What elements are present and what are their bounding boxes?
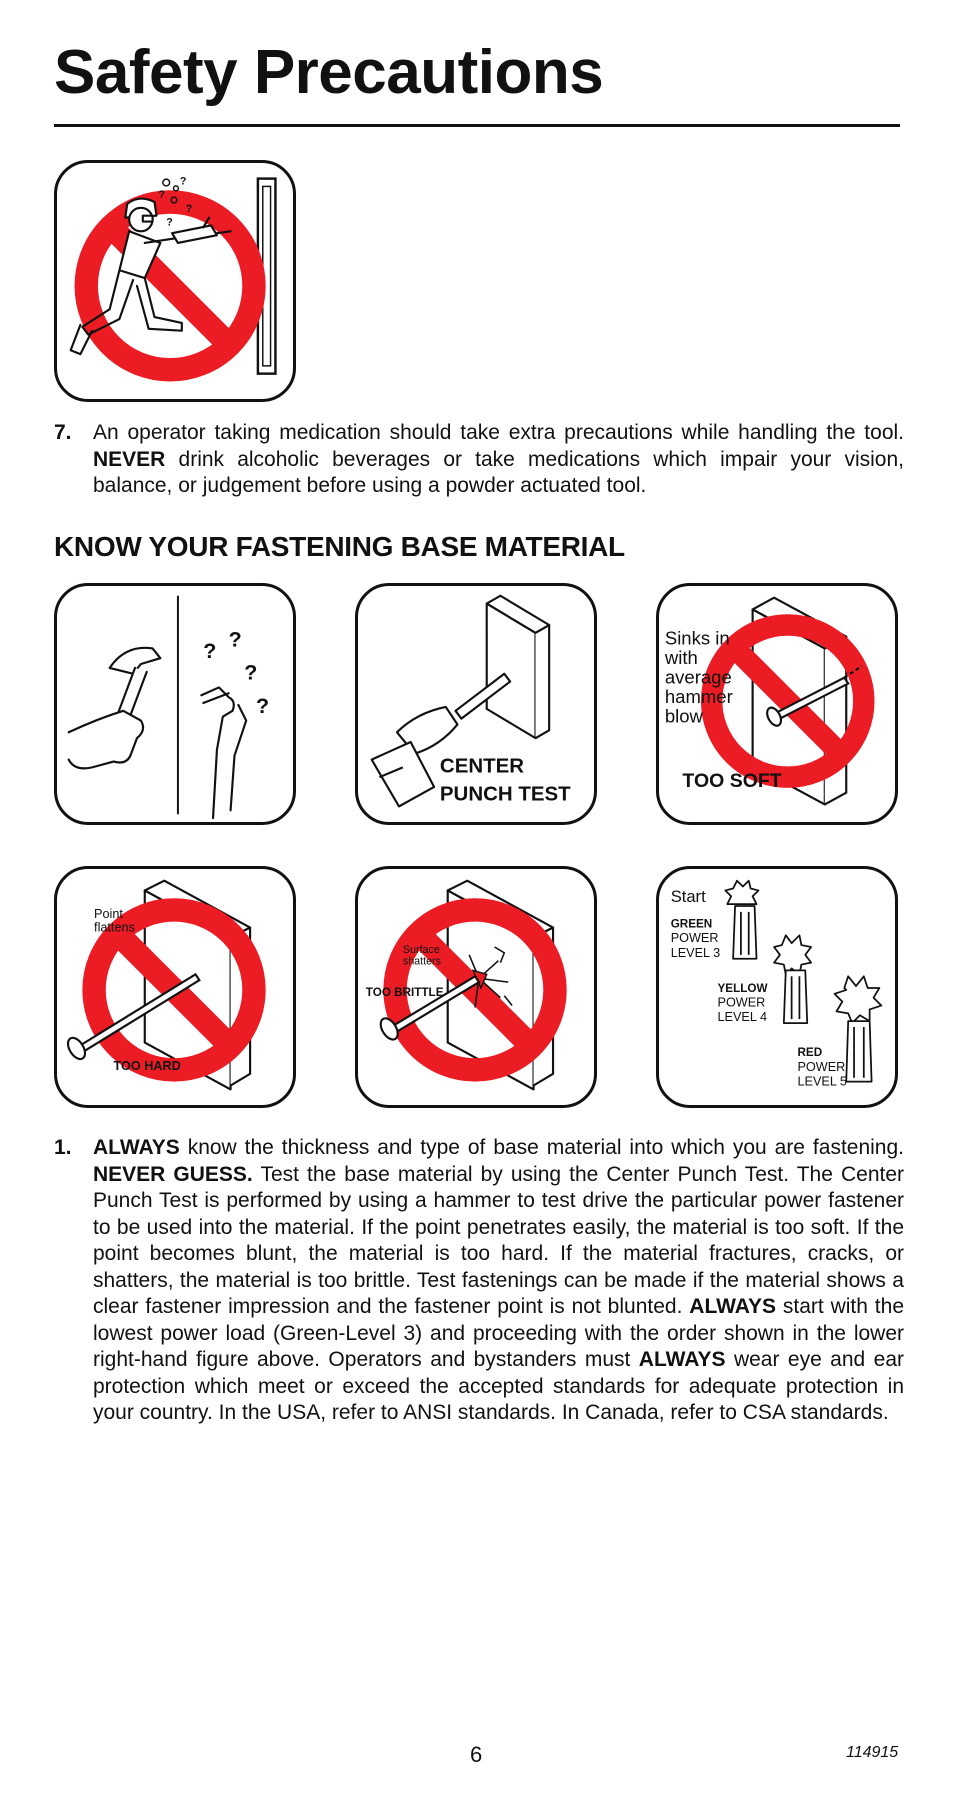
item-1-emphasis: ALWAYS <box>638 1348 726 1371</box>
document-number: 114915 <box>846 1744 899 1761</box>
too-hard-label: TOO HARD <box>113 1058 181 1073</box>
operator-illustration <box>57 163 293 399</box>
item-1-text: wear eye and ear protection which meet or exceed the accepted standards for adequate protection in your country. In the USA, refer to ANSI standards. In Canada, refer to CSA standards. <box>93 1348 905 1424</box>
too-soft-figure <box>656 583 898 825</box>
power-load-icon <box>774 935 811 1023</box>
power-start-label: Start <box>670 887 706 907</box>
too-soft-caption: hammer <box>664 686 733 708</box>
too-hard-caption: Point <box>94 906 123 921</box>
too-hard-illustration <box>57 869 293 1105</box>
operator-medication-figure <box>54 160 296 402</box>
power-level-label: POWER <box>717 995 766 1010</box>
power-load-illustration <box>659 869 895 1105</box>
item-1-text: know the thickness and type of base material into which you are fastening. <box>179 1136 904 1159</box>
center-punch-label: CENTER <box>439 754 525 778</box>
too-hard-figure <box>54 866 296 1108</box>
too-hard-caption: flattens <box>94 920 135 935</box>
item-7-text: drink alcoholic beverages or take medications which impair your vision, balance, or judgement before using a powder actuated tool. <box>93 447 904 497</box>
item-1-text: Test the base material by using the Center Punch Test. The Center Punch Test is performed by using a hammer to test drive the particular power fastener to be used into the material. If the point penetrates easily, the material is too soft. If the point becomes blunt, the material is too hard. If the material fractures, cracks, or shatters, the material is too brittle. Test fastenings can be made if the material shows a clear fastener impression and the fastener point is not blunted. <box>93 1162 905 1318</box>
question-mark-label: ? <box>244 660 258 685</box>
center-punch-label: PUNCH TEST <box>439 782 571 806</box>
too-brittle-caption: shatters <box>402 955 442 968</box>
hammer-illustration <box>57 586 293 822</box>
question-mark-label: ? <box>203 639 217 664</box>
item-number: 7. <box>54 421 72 444</box>
too-soft-label: TOO SOFT <box>682 769 782 792</box>
item-1-emphasis: ALWAYS <box>689 1295 777 1318</box>
question-mark-label: ? <box>166 216 173 229</box>
power-level-label: LEVEL 4 <box>717 1010 768 1025</box>
too-soft-caption: blow <box>664 705 703 727</box>
too-brittle-caption: Surface <box>402 943 440 956</box>
too-soft-caption: average <box>664 666 732 688</box>
center-punch-illustration <box>358 586 594 822</box>
too-brittle-label: TOO BRITTLE <box>365 985 444 999</box>
too-brittle-illustration <box>358 869 594 1105</box>
too-soft-caption: Sinks in <box>664 627 730 649</box>
power-level-label: POWER <box>797 1059 846 1074</box>
power-level-label: LEVEL 5 <box>797 1074 847 1089</box>
item-7-emphasis: NEVER <box>93 447 166 471</box>
page-title: Safety Precautions <box>54 38 604 107</box>
power-level-label: POWER <box>670 931 719 946</box>
item-1-emphasis: NEVER GUESS. <box>93 1162 253 1186</box>
item-number: 1. <box>54 1136 72 1159</box>
item-1-emphasis: ALWAYS <box>93 1136 180 1159</box>
section-heading: KNOW YOUR FASTENING BASE MATERIAL <box>54 531 625 562</box>
power-level-color: RED <box>797 1046 823 1060</box>
hammer-test-figure <box>54 583 296 825</box>
question-mark-label: ? <box>158 189 165 202</box>
question-mark-label: ? <box>228 627 242 652</box>
question-mark-label: ? <box>179 175 187 188</box>
title-rule <box>54 124 900 127</box>
center-punch-test-figure <box>355 583 597 825</box>
too-soft-illustration <box>659 586 895 822</box>
too-soft-caption: with <box>664 647 698 669</box>
page-number: 6 <box>470 1742 483 1767</box>
item-7-paragraph <box>54 420 904 500</box>
power-level-color: GREEN <box>670 917 713 931</box>
question-mark-label: ? <box>255 693 270 718</box>
power-level-label: LEVEL 3 <box>670 945 721 960</box>
item-7-text: An operator taking medication should take extra precautions while handling the tool. <box>93 421 904 444</box>
item-1-paragraph <box>54 1135 904 1427</box>
question-mark-label: ? <box>185 202 193 215</box>
power-level-figure <box>656 866 898 1108</box>
power-load-icon <box>725 881 758 959</box>
too-brittle-figure <box>355 866 597 1108</box>
power-level-color: YELLOW <box>717 981 768 995</box>
item-1-text: start with the lowest power load (Green-Level 3) and proceeding with the order shown in the lower right-hand figure above. Operators and bystanders must <box>93 1295 904 1371</box>
